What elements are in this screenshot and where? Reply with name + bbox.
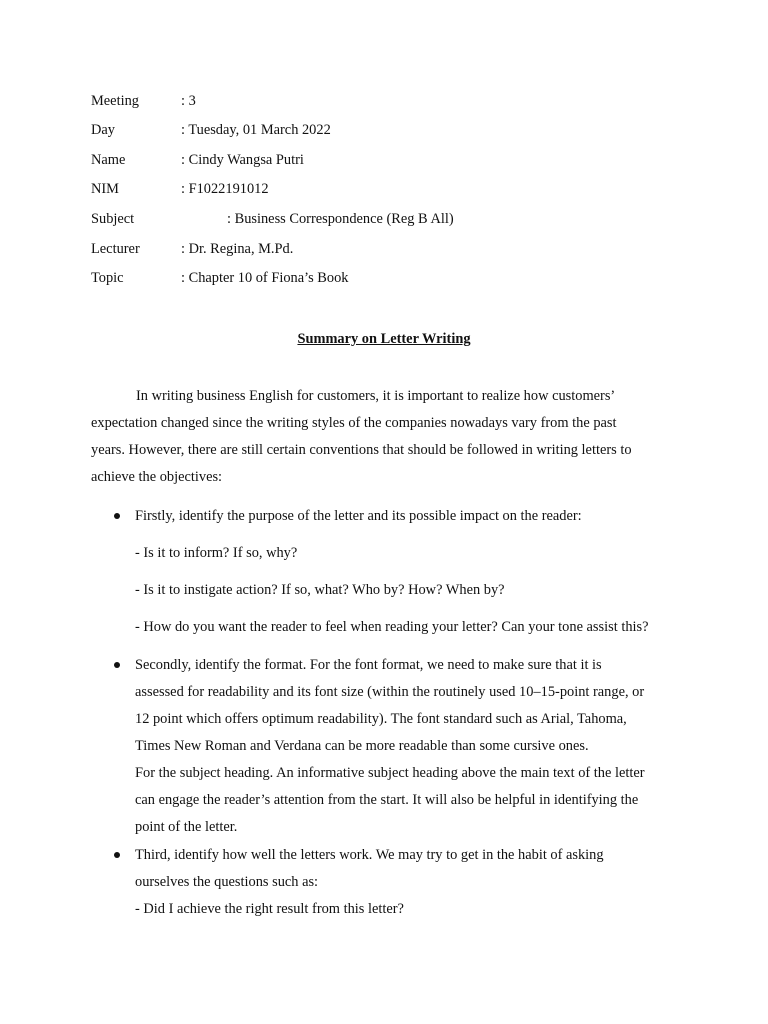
bullet1-sub-item: - How do you want the reader to feel when reading your letter? Can your tone assist this?: [135, 619, 649, 635]
name-label: Name: [91, 152, 126, 168]
bullet-icon: [114, 662, 120, 668]
intro-line: In writing business English for customers, it is important to realize how customers’: [136, 388, 616, 404]
bullet2-line: 12 point which offers optimum readability). The font standard such as Arial, Tahoma,: [135, 711, 627, 727]
intro-line: expectation changed since the writing styles of the companies nowadays vary from the past: [91, 415, 617, 431]
bullet-icon: [114, 852, 120, 858]
topic-label: Topic: [91, 270, 124, 286]
nim-label: NIM: [91, 181, 119, 197]
lecturer-label: Lecturer: [91, 241, 140, 257]
page-title: Summary on Letter Writing: [297, 331, 471, 347]
intro-line: years. However, there are still certain conventions that should be followed in writing letters to: [91, 442, 632, 458]
bullet2-line: point of the letter.: [135, 819, 238, 835]
bullet3-line: Third, identify how well the letters work. We may try to get in the habit of asking: [135, 847, 604, 863]
meeting-value: : 3: [181, 93, 196, 109]
bullet-icon: [114, 513, 120, 519]
bullet1-sub-item: - Is it to instigate action? If so, what? Who by? How? When by?: [135, 582, 505, 598]
meeting-label: Meeting: [91, 93, 139, 109]
nim-value: : F1022191012: [181, 181, 269, 197]
bullet3-line: ourselves the questions such as:: [135, 874, 319, 890]
bullet2-line: Times New Roman and Verdana can be more readable than some cursive ones.: [135, 738, 589, 754]
day-label: Day: [91, 122, 115, 138]
name-value: : Cindy Wangsa Putri: [181, 152, 304, 168]
intro-line: achieve the objectives:: [91, 469, 223, 485]
bullet2-line: assessed for readability and its font size (within the routinely used 10–15-point range, or: [135, 684, 645, 700]
topic-value: : Chapter 10 of Fiona’s Book: [181, 270, 349, 286]
bullet1-main: Firstly, identify the purpose of the letter and its possible impact on the reader:: [135, 508, 582, 524]
bullet2-line: can engage the reader’s attention from the start. It will also be helpful in identifying the: [135, 792, 639, 808]
subject-label: Subject: [91, 211, 135, 227]
day-value: : Tuesday, 01 March 2022: [181, 122, 331, 138]
bullet2-line: Secondly, identify the format. For the font format, we need to make sure that it is: [135, 657, 602, 673]
bullet1-sub-item: - Is it to inform? If so, why?: [135, 545, 298, 561]
intro-paragraph: [91, 383, 671, 491]
subject-value: : Business Correspondence (Reg B All): [227, 211, 454, 227]
bullet2-line: For the subject heading. An informative subject heading above the main text of the letter: [135, 765, 645, 781]
lecturer-value: : Dr. Regina, M.Pd.: [181, 241, 294, 257]
bullet3-line: - Did I achieve the right result from this letter?: [135, 901, 404, 917]
